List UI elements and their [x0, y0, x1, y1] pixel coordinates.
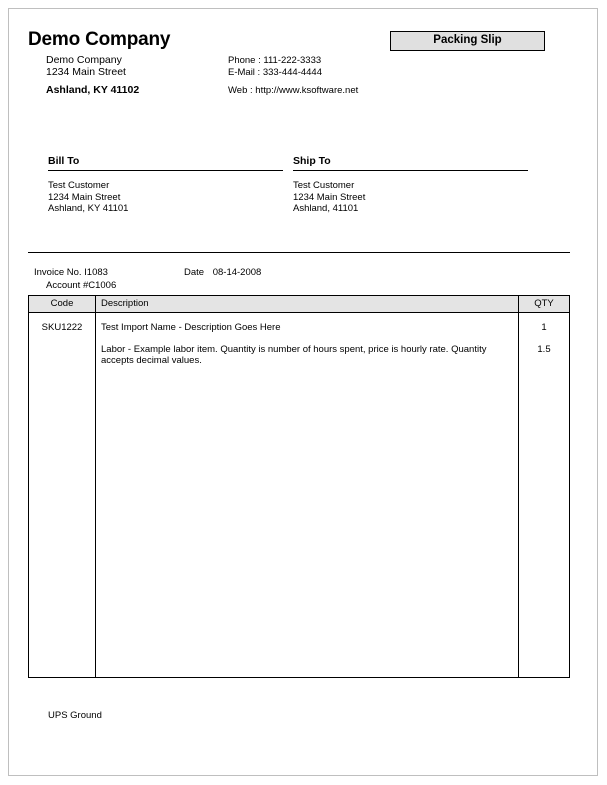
table-column-dividers [29, 313, 569, 677]
company-address-city: Ashland, KY 41102 [46, 84, 140, 96]
ship-to-rule [293, 170, 528, 171]
cell-qty: 1 [541, 322, 547, 333]
document-type-badge: Packing Slip [390, 31, 545, 51]
column-header-description: Description [95, 296, 519, 312]
company-phone: Phone : 111-222-3333 [228, 55, 322, 66]
company-address-street: 1234 Main Street [46, 65, 126, 78]
bill-to-block [48, 155, 283, 215]
cell-code [29, 344, 95, 367]
shipping-method: UPS Ground [48, 710, 102, 721]
bill-to-street: 1234 Main Street [48, 191, 121, 203]
column-header-qty: QTY [534, 298, 554, 309]
line-items-table [28, 295, 570, 678]
company-website: Web : http://www.ksoftware.net [228, 85, 359, 96]
cell-code: SKU1222 [41, 322, 83, 333]
ship-to-street: 1234 Main Street [293, 191, 366, 203]
company-contact-block [228, 55, 358, 97]
ship-to-city: Ashland, 41101 [293, 203, 359, 214]
bill-to-name: Test Customer [48, 180, 110, 191]
account-number-value: C1006 [88, 280, 117, 291]
invoice-date-value: 08-14-2008 [212, 267, 262, 278]
invoice-date-field [184, 266, 261, 279]
ship-to-heading: Ship To [293, 155, 331, 167]
table-row [29, 334, 569, 367]
table-header-row [29, 296, 569, 313]
bill-to-city: Ashland, KY 41101 [48, 203, 129, 214]
divider-description-qty [518, 313, 519, 677]
ship-to-name: Test Customer [293, 180, 355, 191]
account-number-field [46, 279, 116, 292]
cell-description: Labor - Example labor item. Quantity is number of hours spent, price is hourly rate. Quantity accepts decimal values. [101, 343, 487, 366]
bill-to-heading: Bill To [48, 155, 80, 167]
invoice-number-field [34, 266, 108, 279]
table-body [29, 313, 569, 677]
cell-description: Test Import Name - Description Goes Here [101, 322, 281, 333]
invoice-date-label: Date [184, 267, 205, 278]
invoice-number-value: I1083 [84, 267, 108, 278]
company-title: Demo Company [28, 29, 171, 50]
column-header-code: Code [50, 298, 74, 309]
company-address-block [46, 55, 139, 97]
ship-to-block [293, 155, 528, 215]
cell-qty: 1.5 [537, 343, 551, 355]
company-email: E-Mail : 333-444-4444 [228, 66, 322, 78]
invoice-number-label: Invoice No. [34, 267, 82, 278]
ship-to-address [293, 180, 528, 215]
divider-code-description [95, 313, 96, 677]
meta-divider-rule [28, 252, 570, 253]
table-row [29, 313, 569, 334]
account-number-label: Account # [46, 280, 89, 291]
company-address-name: Demo Company [46, 54, 122, 66]
bill-to-rule [48, 170, 283, 171]
bill-to-address [48, 180, 283, 215]
